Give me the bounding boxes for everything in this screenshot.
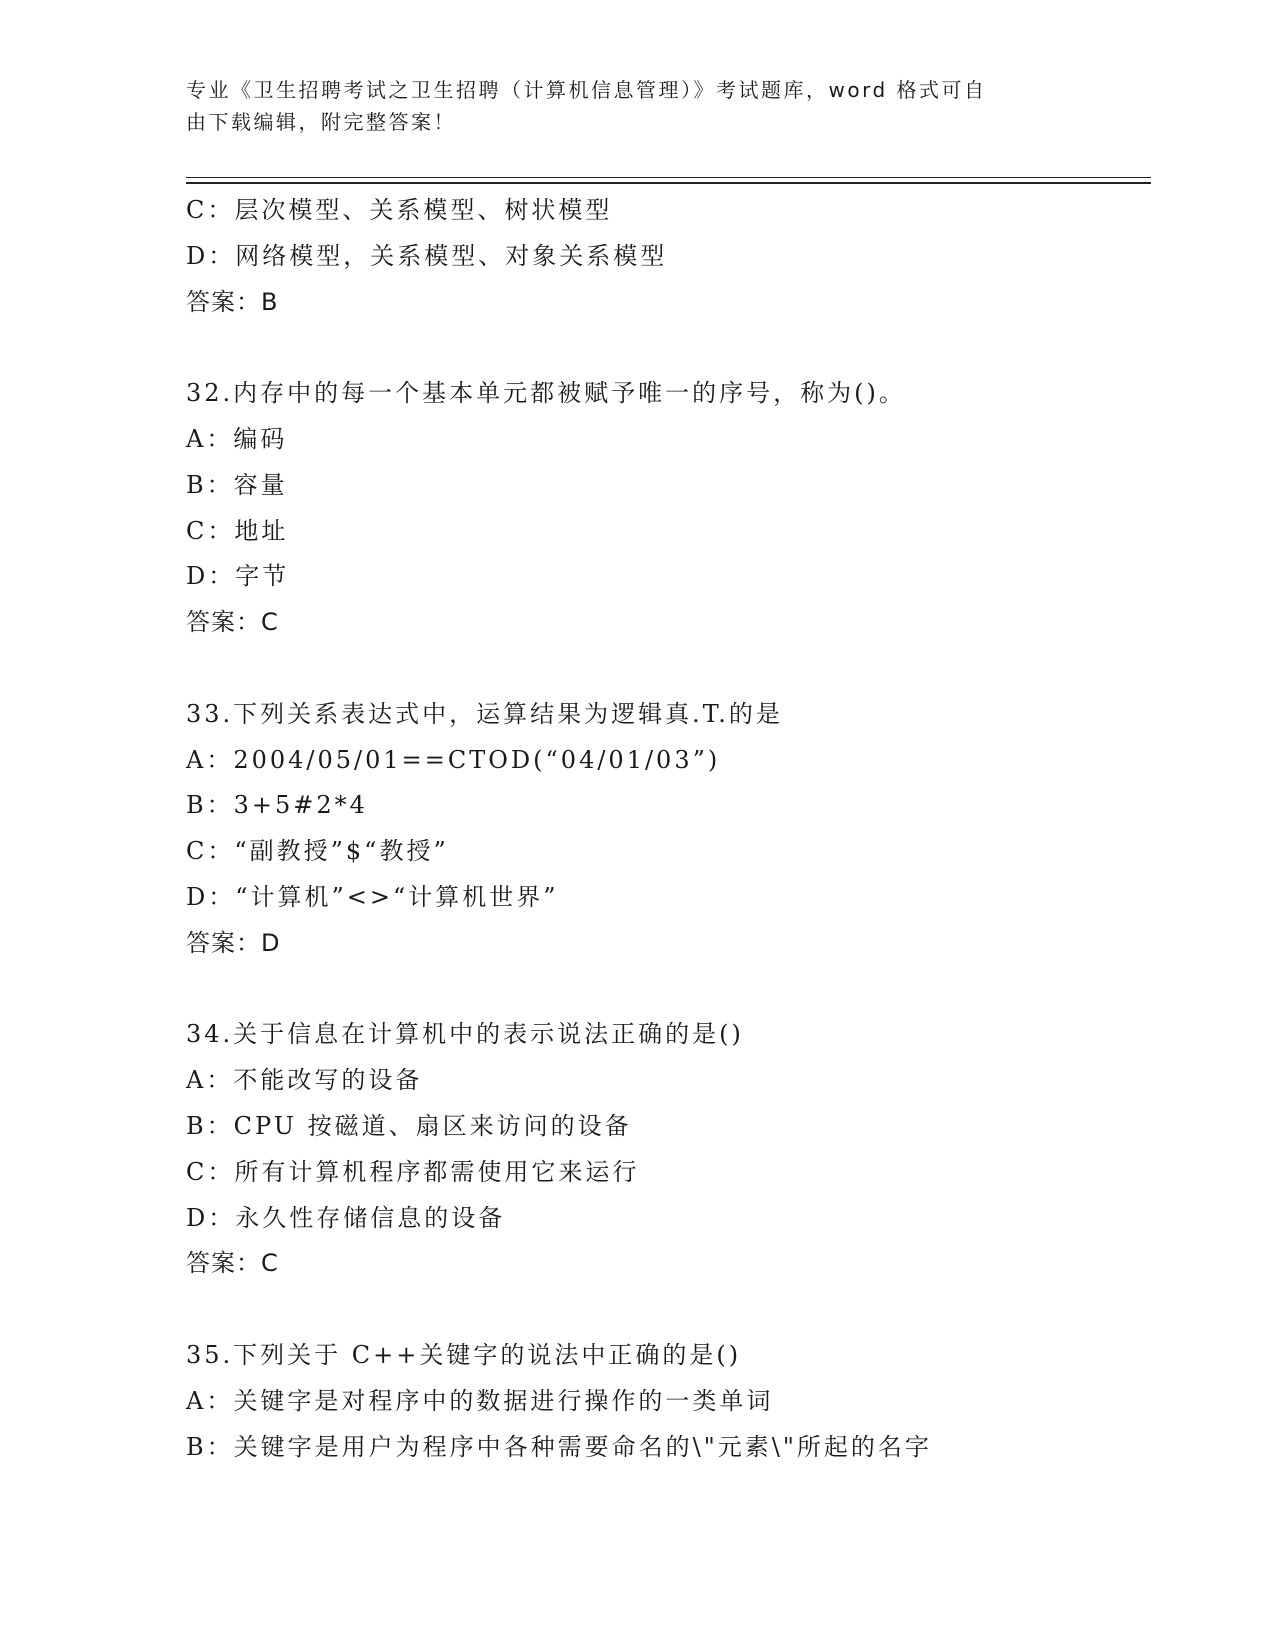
header-line-1: 专业《卫生招聘考试之卫生招聘（计算机信息管理）》考试题库，word 格式可自 — [186, 78, 987, 102]
question-33 — [186, 692, 1151, 967]
option-c: C：地址 — [186, 516, 289, 545]
answer-line: 答案：B — [186, 287, 279, 316]
question-stem: 34.关于信息在计算机中的表示说法正确的是() — [186, 1020, 744, 1049]
option-d: D：“计算机”<>“计算机世界” — [186, 882, 559, 911]
header-divider-thin — [186, 177, 1151, 178]
option-b: B：CPU 按磁道、扇区来访问的设备 — [186, 1111, 632, 1140]
question-list — [186, 188, 1151, 1470]
document-header — [186, 74, 1066, 138]
option-c: C：所有计算机程序都需使用它来运行 — [186, 1157, 640, 1186]
header-line-2: 由下载编辑，附完整答案！ — [186, 110, 456, 134]
question-34 — [186, 1012, 1151, 1287]
question-35 — [186, 1333, 1151, 1470]
option-c: C：层次模型、关系模型、树状模型 — [186, 196, 613, 224]
option-a: A：关键字是对程序中的数据进行操作的一类单词 — [186, 1386, 774, 1415]
question-gap — [186, 325, 1151, 371]
question-stem: 33.下列关系表达式中，运算结果为逻辑真.T.的是 — [186, 699, 783, 728]
option-d: D：网络模型，关系模型、对象关系模型 — [186, 241, 668, 270]
option-b: B：3+5#2*4 — [186, 791, 368, 820]
question-gap — [186, 1287, 1151, 1333]
option-d: D：永久性存储信息的设备 — [186, 1203, 506, 1232]
answer-line: 答案：D — [186, 928, 281, 957]
question-stem: 32.内存中的每一个基本单元都被赋予唯一的序号，称为()。 — [186, 379, 906, 408]
option-a: A：编码 — [186, 424, 288, 453]
option-c: C：“副教授”$“教授” — [186, 837, 449, 866]
option-a: A：2004/05/01==CTOD(“04/01/03”) — [186, 745, 721, 774]
question-32 — [186, 371, 1151, 646]
answer-line: 答案：C — [186, 1249, 279, 1278]
question-gap — [186, 967, 1151, 1013]
header-divider-thick — [186, 182, 1151, 184]
answer-line: 答案：C — [186, 608, 279, 637]
option-b: B：容量 — [186, 470, 288, 499]
option-b: B：关键字是用户为程序中各种需要命名的\"元素\"所起的名字 — [186, 1432, 932, 1461]
carryover-question — [186, 188, 1151, 325]
question-stem: 35.下列关于 C++关键字的说法中正确的是() — [186, 1340, 742, 1369]
option-a: A：不能改写的设备 — [186, 1066, 423, 1095]
question-gap — [186, 646, 1151, 692]
option-d: D：字节 — [186, 562, 290, 591]
